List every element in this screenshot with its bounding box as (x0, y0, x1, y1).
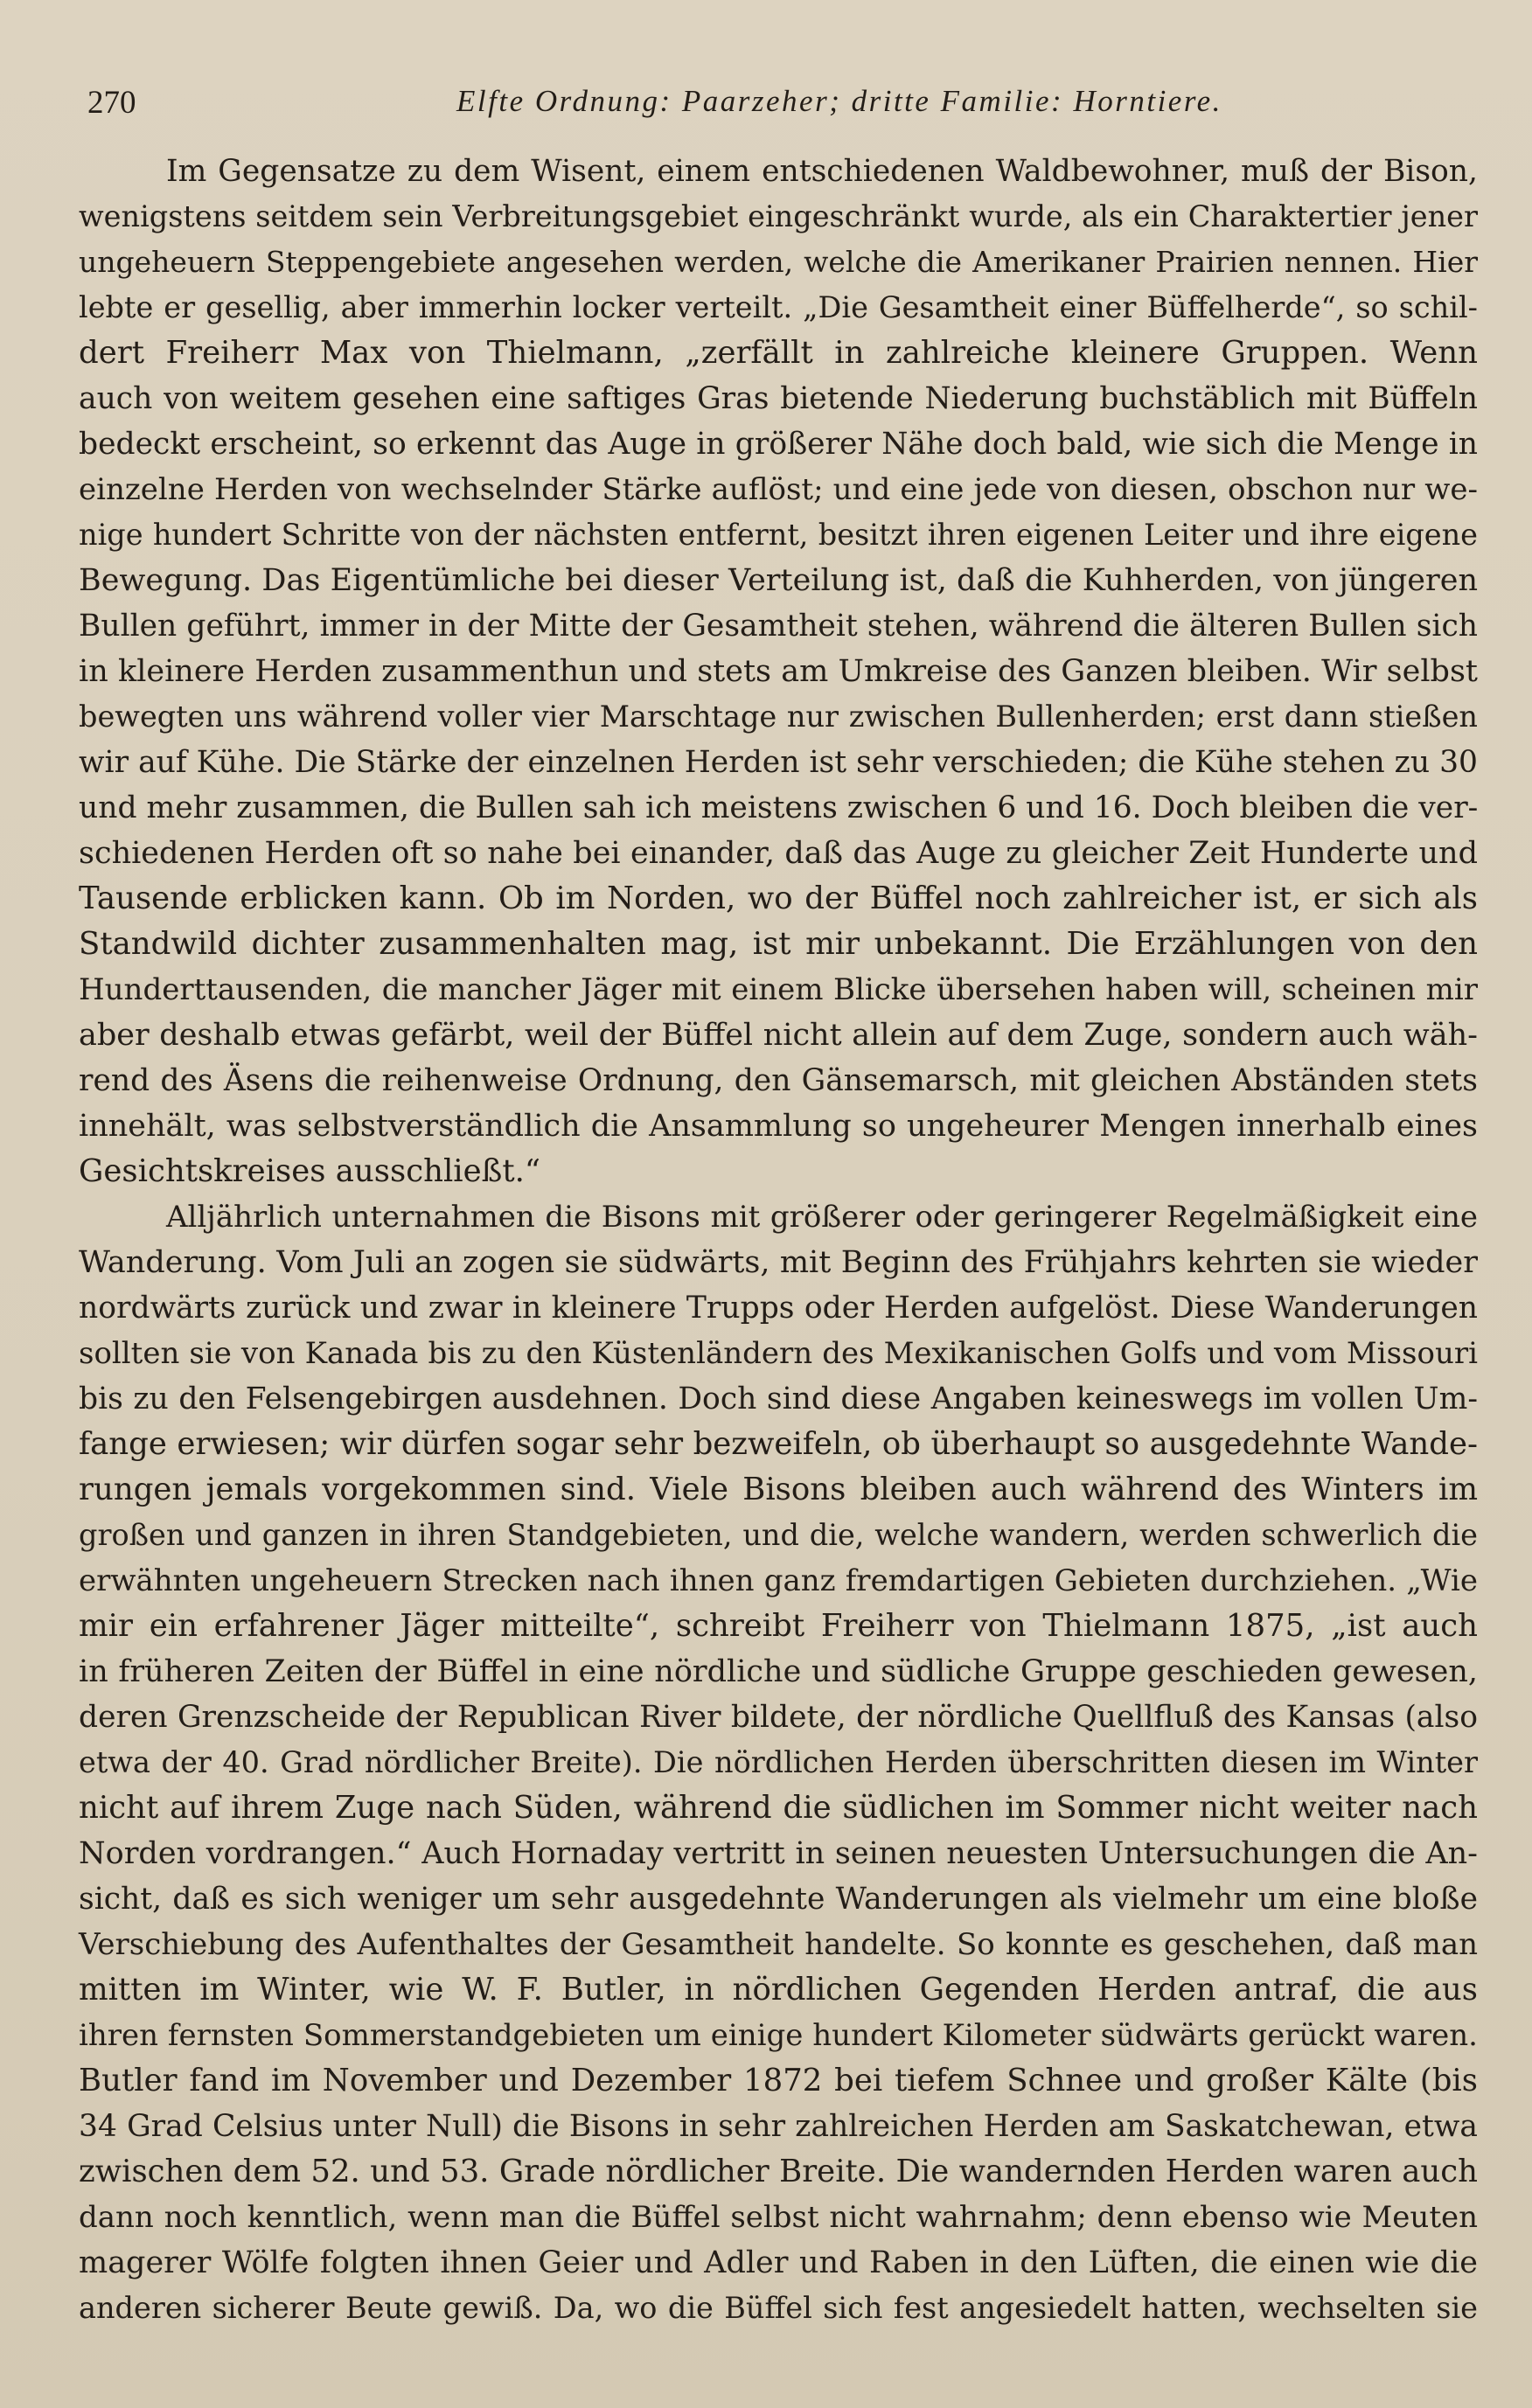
text-line: lebte er gesellig, aber immerhin locker verteilt. „Die Gesamtheit einer Büffelherde“, so schil- (79, 290, 1478, 324)
text-line: zwischen dem 52. und 53. Grade nördlicher Breite. Die wandernden Herden waren auch (79, 2154, 1478, 2189)
text-line: Bewegung. Das Eigentümliche bei dieser Verteilung ist, daß die Kuhherden, von jüngeren (79, 563, 1478, 598)
text-line: 34 Grad Celsius unter Null) die Bisons in sehr zahlreichen Herden am Saskatchewan, etwa (79, 2109, 1478, 2144)
text-line: deren Grenzscheide der Republican River bildete, der nördliche Quellfluß des Kansas (also (79, 1700, 1478, 1735)
text-line: Tausende erblicken kann. Ob im Norden, wo der Büffel noch zahlreicher ist, er sich als (79, 880, 1478, 916)
text-line: großen und ganzen in ihren Standgebieten, und die, welche wandern, werden schwerlich die (79, 1518, 1478, 1552)
text-line: und mehr zusammen, die Bullen sah ich meistens zwischen 6 und 16. Doch bleiben die ver- (79, 790, 1479, 825)
text-line: bis zu den Felsengebirgen ausdehnen. Doch sind diese Angaben keineswegs im vollen Um- (79, 1381, 1478, 1416)
text-line: sollten sie von Kanada bis zu den Küstenländern des Mexikanischen Golfs und vom Missouri (79, 1336, 1478, 1371)
text-line: Norden vordrangen.“ Auch Hornaday vertritt in seinen neuesten Untersuchungen die An- (79, 1836, 1478, 1871)
text-line: innehält, was selbstverständlich die Ansammlung so ungeheurer Mengen innerhalb eines (79, 1109, 1478, 1144)
text-line: Standwild dichter zusammenhalten mag, ist mir unbekannt. Die Erzählungen von den (79, 926, 1478, 962)
text-line: Gesichtskreises ausschließt.“ (79, 1153, 541, 1189)
text-line: sicht, daß es sich weniger um sehr ausgedehnte Wanderungen als vielmehr um eine bloße (79, 1882, 1478, 1917)
page-number: 270 (87, 85, 136, 121)
text-line: Bullen geführt, immer in der Mitte der Gesamtheit stehen, während die älteren Bullen sich (79, 609, 1478, 644)
text-line: einzelne Herden von wechselnder Stärke auflöst; und eine jede von diesen, obschon nur we- (79, 472, 1478, 507)
text-line: nicht auf ihrem Zuge nach Süden, während die südlichen im Sommer nicht weiter nach (79, 1790, 1478, 1826)
text-line: ungeheuern Steppengebiete angesehen werden, welche die Amerikaner Prairien nennen. Hier (79, 245, 1478, 279)
running-head: Elfte Ordnung: Paarzeher; dritte Familie: Horntiere. (456, 84, 1222, 118)
text-line: wir auf Kühe. Die Stärke der einzelnen Herden ist sehr verschieden; die Kühe stehen zu 30 (79, 745, 1478, 780)
text-line: etwa der 40. Grad nördlicher Breite). Die nördlichen Herden überschritten diesen im Winter (79, 1745, 1478, 1779)
text-line: fange erwiesen; wir dürfen sogar sehr bezweifeln, ob überhaupt so ausgedehnte Wande- (79, 1426, 1478, 1462)
text-line: bedeckt erscheint, so erkennt das Auge in größerer Nähe doch bald, wie sich die Menge in (79, 427, 1478, 462)
text-line: nige hundert Schritte von der nächsten entfernt, besitzt ihren eigenen Leiter und ihre eigene (79, 518, 1478, 552)
text-line: Wanderung. Vom Juli an zogen sie südwärts, mit Beginn des Frühjahrs kehrten sie wieder (79, 1245, 1478, 1280)
text-line: wenigstens seitdem sein Verbreitungsgebiet eingeschränkt wurde, als ein Charaktertier jener (79, 199, 1478, 233)
text-line: rend des Äsens die reihenweise Ordnung, den Gänsemarsch, mit gleichen Abständen stets (79, 1063, 1478, 1098)
text-line: erwähnten ungeheuern Strecken nach ihnen ganz fremdartigen Gebieten durchziehen. „Wie (79, 1563, 1478, 1598)
text-line: mir ein erfahrener Jäger mitteilte“, schreibt Freiherr von Thielmann 1875, „ist auch (79, 1608, 1478, 1644)
text-line: in früheren Zeiten der Büffel in eine nördliche und südliche Gruppe geschieden gewesen, (79, 1654, 1478, 1689)
text-line: Verschiebung des Aufenthaltes der Gesamtheit handelte. So konnte es geschehen, daß man (79, 1927, 1478, 1962)
text-line: schiedenen Herden oft so nahe bei einander, daß das Auge zu gleicher Zeit Hunderte und (79, 836, 1478, 871)
text-line: ihren fernsten Sommerstandgebieten um einige hundert Kilometer südwärts gerückt waren. (79, 2018, 1478, 2053)
page-header (79, 77, 1469, 129)
text-line: dert Freiherr Max von Thielmann, „zerfällt in zahlreiche kleinere Gruppen. Wenn (79, 335, 1478, 371)
text-line: auch von weitem gesehen eine saftiges Gras bietende Niederung buchstäblich mit Büffeln (79, 381, 1478, 416)
text-line: Im Gegensatze zu dem Wisent, einem entschiedenen Waldbewohner, muß der Bison, (166, 154, 1478, 189)
text-line: nordwärts zurück und zwar in kleinere Trupps oder Herden aufgelöst. Diese Wanderungen (79, 1291, 1478, 1326)
text-line: magerer Wölfe folgten ihnen Geier und Adler und Raben in den Lüften, die einen wie die (79, 2245, 1478, 2280)
text-line: aber deshalb etwas gefärbt, weil der Büffel nicht allein auf dem Zuge, sondern auch wäh- (79, 1018, 1478, 1053)
text-line: dann noch kenntlich, wenn man die Büffel selbst nicht wahrnahm; denn ebenso wie Meuten (79, 2200, 1478, 2235)
text-line: in kleinere Herden zusammenthun und stets am Umkreise des Ganzen bleiben. Wir selbst (79, 654, 1478, 689)
text-line: bewegten uns während voller vier Marschtage nur zwischen Bullenherden; erst dann stießen (79, 699, 1478, 734)
text-line: rungen jemals vorgekommen sind. Viele Bisons bleiben auch während des Winters im (79, 1472, 1478, 1507)
text-line: Butler fand im November und Dezember 1872 bei tiefem Schnee und großer Kälte (bis (79, 2063, 1478, 2098)
text-line: anderen sicherer Beute gewiß. Da, wo die Büffel sich fest angesiedelt hatten, wechselten sie (79, 2291, 1478, 2325)
text-line: mitten im Winter, wie W. F. Butler, in nördlichen Gegenden Herden antraf, die aus (79, 1972, 1478, 2008)
text-line: Alljährlich unternahmen die Bisons mit größerer oder geringerer Regelmäßigkeit eine (166, 1200, 1478, 1235)
text-line: Hunderttausenden, die mancher Jäger mit einem Blicke übersehen haben will, scheinen mir (79, 972, 1478, 1007)
